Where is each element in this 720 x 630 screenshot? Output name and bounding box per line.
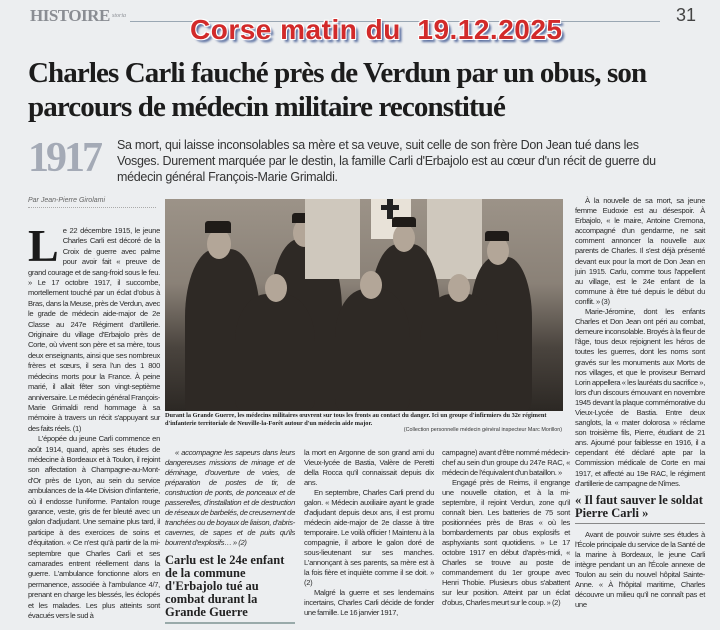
text-column-3 <box>304 448 434 618</box>
byline: Par Jean-Pierre Girolami <box>28 197 106 204</box>
text-column-4 <box>442 448 570 608</box>
historical-photo <box>165 199 563 411</box>
paragraph: En septembre, Charles Carli prend du galon. « Médecin auxiliaire ayant le grade d'adjudant depuis deux ans, il est promu médecin aide-major de 2e classe à titre temporaire. Le voilà officier ! Maintenu à la compagnie, il arbore le galon doré de sous-lieutenant sur ses manches. L'annonçant à ses parents, sa mère est à la fois fière et inquiète comme il se doit. » (2) <box>304 488 434 587</box>
paragraph: e 22 décembre 1915, le jeune Charles Carli est décoré de la Croix de guerre avec palme pour avoir fait « preuve de grand courage et de sang-froid sous le feu. » Le 17 octobre 1917, il succombe, mortellement touché par un éclat d'obus à Bras, dans la Meuse, près de Verdun, avec le grade de médecin aide-major de 2e Classe au 247e Régiment d'artillerie. Originaire du village d'Erbajolo près de Corte, où vivent son père et sa mère, tous deux enseignants, ainsi que ses nombreux frères et sœurs, il sera l'un des 1 800 médecins morts pour la France. À peine marié, il allait fêter son vingt-septième anniversaire. Le médecin général François-Marie Grimaldi rend hommage à sa mémoire à travers un récit s'appuyant sur des faits réels. (1) <box>28 226 160 433</box>
section-rubric: HISTOIRE <box>30 6 110 25</box>
page-number: 31 <box>676 5 697 25</box>
date-stamp-overlay: Corse matin du 19.12.2025 <box>190 14 563 45</box>
paragraph: campagne) avant d'être nommé médecin-chef au sein d'un groupe du 247e RAC, « médecin de l'équivalent d'un bataillon. » <box>442 448 570 477</box>
paragraph: Malgré la guerre et ses lendemains incertains, Charles Carli décide de fonder une famille. Le 16 janvier 1917, <box>304 588 434 617</box>
text-column-1 <box>28 220 160 621</box>
year-label: 1917 <box>28 135 100 181</box>
subheading-rule <box>575 523 705 524</box>
drop-cap: L <box>28 220 59 271</box>
subheading: « Il faut sauver le soldat Pierre Carli » <box>575 492 703 520</box>
byline-rule <box>28 207 156 209</box>
paragraph: Marie-Jéromine, dont les enfants Charles et Don Jean ont péri au combat, demeure inconsolable. Broyés à la fleur de l'âge, tous deux rejoignent les héros de toutes les guerres, dont les noms sont gravés sur les monuments aux Morts de nos villages, et que le proviseur Bernard Lorin appellera « les lauréats du sacrifice », lors d'un discours émouvant en novembre 1945 devant la plaque commémorative du Vieux-Lycée de Bastia. Entre deux sanglots, la « mater dolorosa » réclame son troisième fils, Pierre, étudiant de 21 ans. Ajourné pour faiblesse en 1916, il a cependant été déclaré apte par la Commission médicale de Corte en mai 1917, et affecté au 19e RAC, le régiment d'artillerie de campagne de Nîmes. <box>575 307 705 488</box>
paragraph: L'épopée du jeune Carli commence en août 1914, quand, après ses études de médecine à Bordeaux et à Toulon, il rejoint son affectation à Champagne-au-Mont-d'Or près de Lyon, au sein du service ambulances de la 44e Division d'infanterie, où il endosse l'uniforme. Pantalon rouge garance, veste, gris de fer bleuté avec un galon d'adjudant. Une semaine plus tard, il participe à des exercices de soins et d'équitation. « Ce n'est qu'à partir de la mi-septembre que Charles Carli et ses camarades entrent réellement dans la guerre. L'ambulance fonctionne alors en permanence, associée à l'ambulance 4/7, prenant en charge les blessés, les éclopés et les malades. Les plus atteints sont évacués vers le sud à <box>28 434 160 621</box>
subheading-rule <box>165 622 295 624</box>
section-subtitle: storia <box>112 13 127 19</box>
photo-credit: (Collection personnelle médecin général inspecteur Marc Morillon) <box>403 427 562 433</box>
headline: Charles Carli fauché près de Verdun par un obus, son parcours de médecin militaire reconstitué <box>28 57 647 123</box>
lead-paragraph: Sa mort, qui laisse inconsolables sa mère et sa veuve, suit celle de son frère Don Jean tué dans les Vosges. Durement marquée par le destin, la famille Carli d'Erbajolo est au cœur d'un récit de guerre du médecin général François-Marie Grimaldi. <box>117 138 656 184</box>
paragraph: la mort en Argonne de son grand ami du Vieux-lycée de Bastia, Valère de Peretti della Rocca qu'il connaissait depuis dix ans. <box>304 448 434 487</box>
text-column-2 <box>165 448 295 624</box>
paragraph: Avant de pouvoir suivre ses études à l'École principale du service de la Santé de la marine à Bordeaux, le jeune Carli intègre pendant un an l'École annexe de Toulon au sein du nouvel hôpital Sainte-Anne. « À l'hôpital maritime, Charles découvre un milieu qu'il ne connaît pas et une <box>575 529 705 610</box>
photo-caption: Durant la Grande Guerre, les médecins militaires œuvrent sur tous les fronts au contact du danger. Ici un groupe d'infirmiers du 32e régiment d'infanterie territoriale de Neuville-la-Forêt autour d'un médecin aide major. <box>165 412 547 427</box>
paragraph: « accompagne les sapeurs dans leurs dangereuses missions de minage et de déminage, d'ouverture de voies, de préparation de postes de tir, de construction de ponts, de ponceaux et de passerelles, d'installation et de destruction de réseaux de barbelés, de creusement de tranchées ou de boyaux de liaison, d'abris-cavernes, de sapes et de puits qu'ils bourrent d'explosifs… » (2) <box>165 448 295 547</box>
text-column-5 <box>575 196 705 610</box>
paragraph: Engagé près de Reims, il engrange une nouvelle citation, et à la mi-septembre, il rejoint Verdun, zone qu'il connaît bien. Les batteries de 75 sont positionnées près de Bras « où les bombardements par obus explosifs et asphyxiants sont quotidiens. » Le 17 octobre 1917 en début d'après-midi, « Charles se trouve au poste de commandement du 1er groupe avec Henri Thobie. Plusieurs obus s'abattent sur leur position. Atteint par un éclat d'obus, Charles meurt sur le coup. » (2) <box>442 478 570 607</box>
paragraph: À la nouvelle de sa mort, sa jeune femme Eudoxie est au désespoir. À Erbajolo, « le maire, Antoine Cremona, accompagné d'un gendarme, ne sait comment annoncer la nouvelle aux parents de Charles. Il s'est déjà présenté devant eux pour la mort de Don Jean en juin 1915. Carlu, comme tous l'appellent au village, est le 24e enfant de la commune à être tué depuis le début du conflit. » (3) <box>575 196 705 306</box>
subheading: Carlu est le 24e enfant de la commune d'Erbajolo tué au combat durant la Grande Guerre <box>165 553 285 619</box>
